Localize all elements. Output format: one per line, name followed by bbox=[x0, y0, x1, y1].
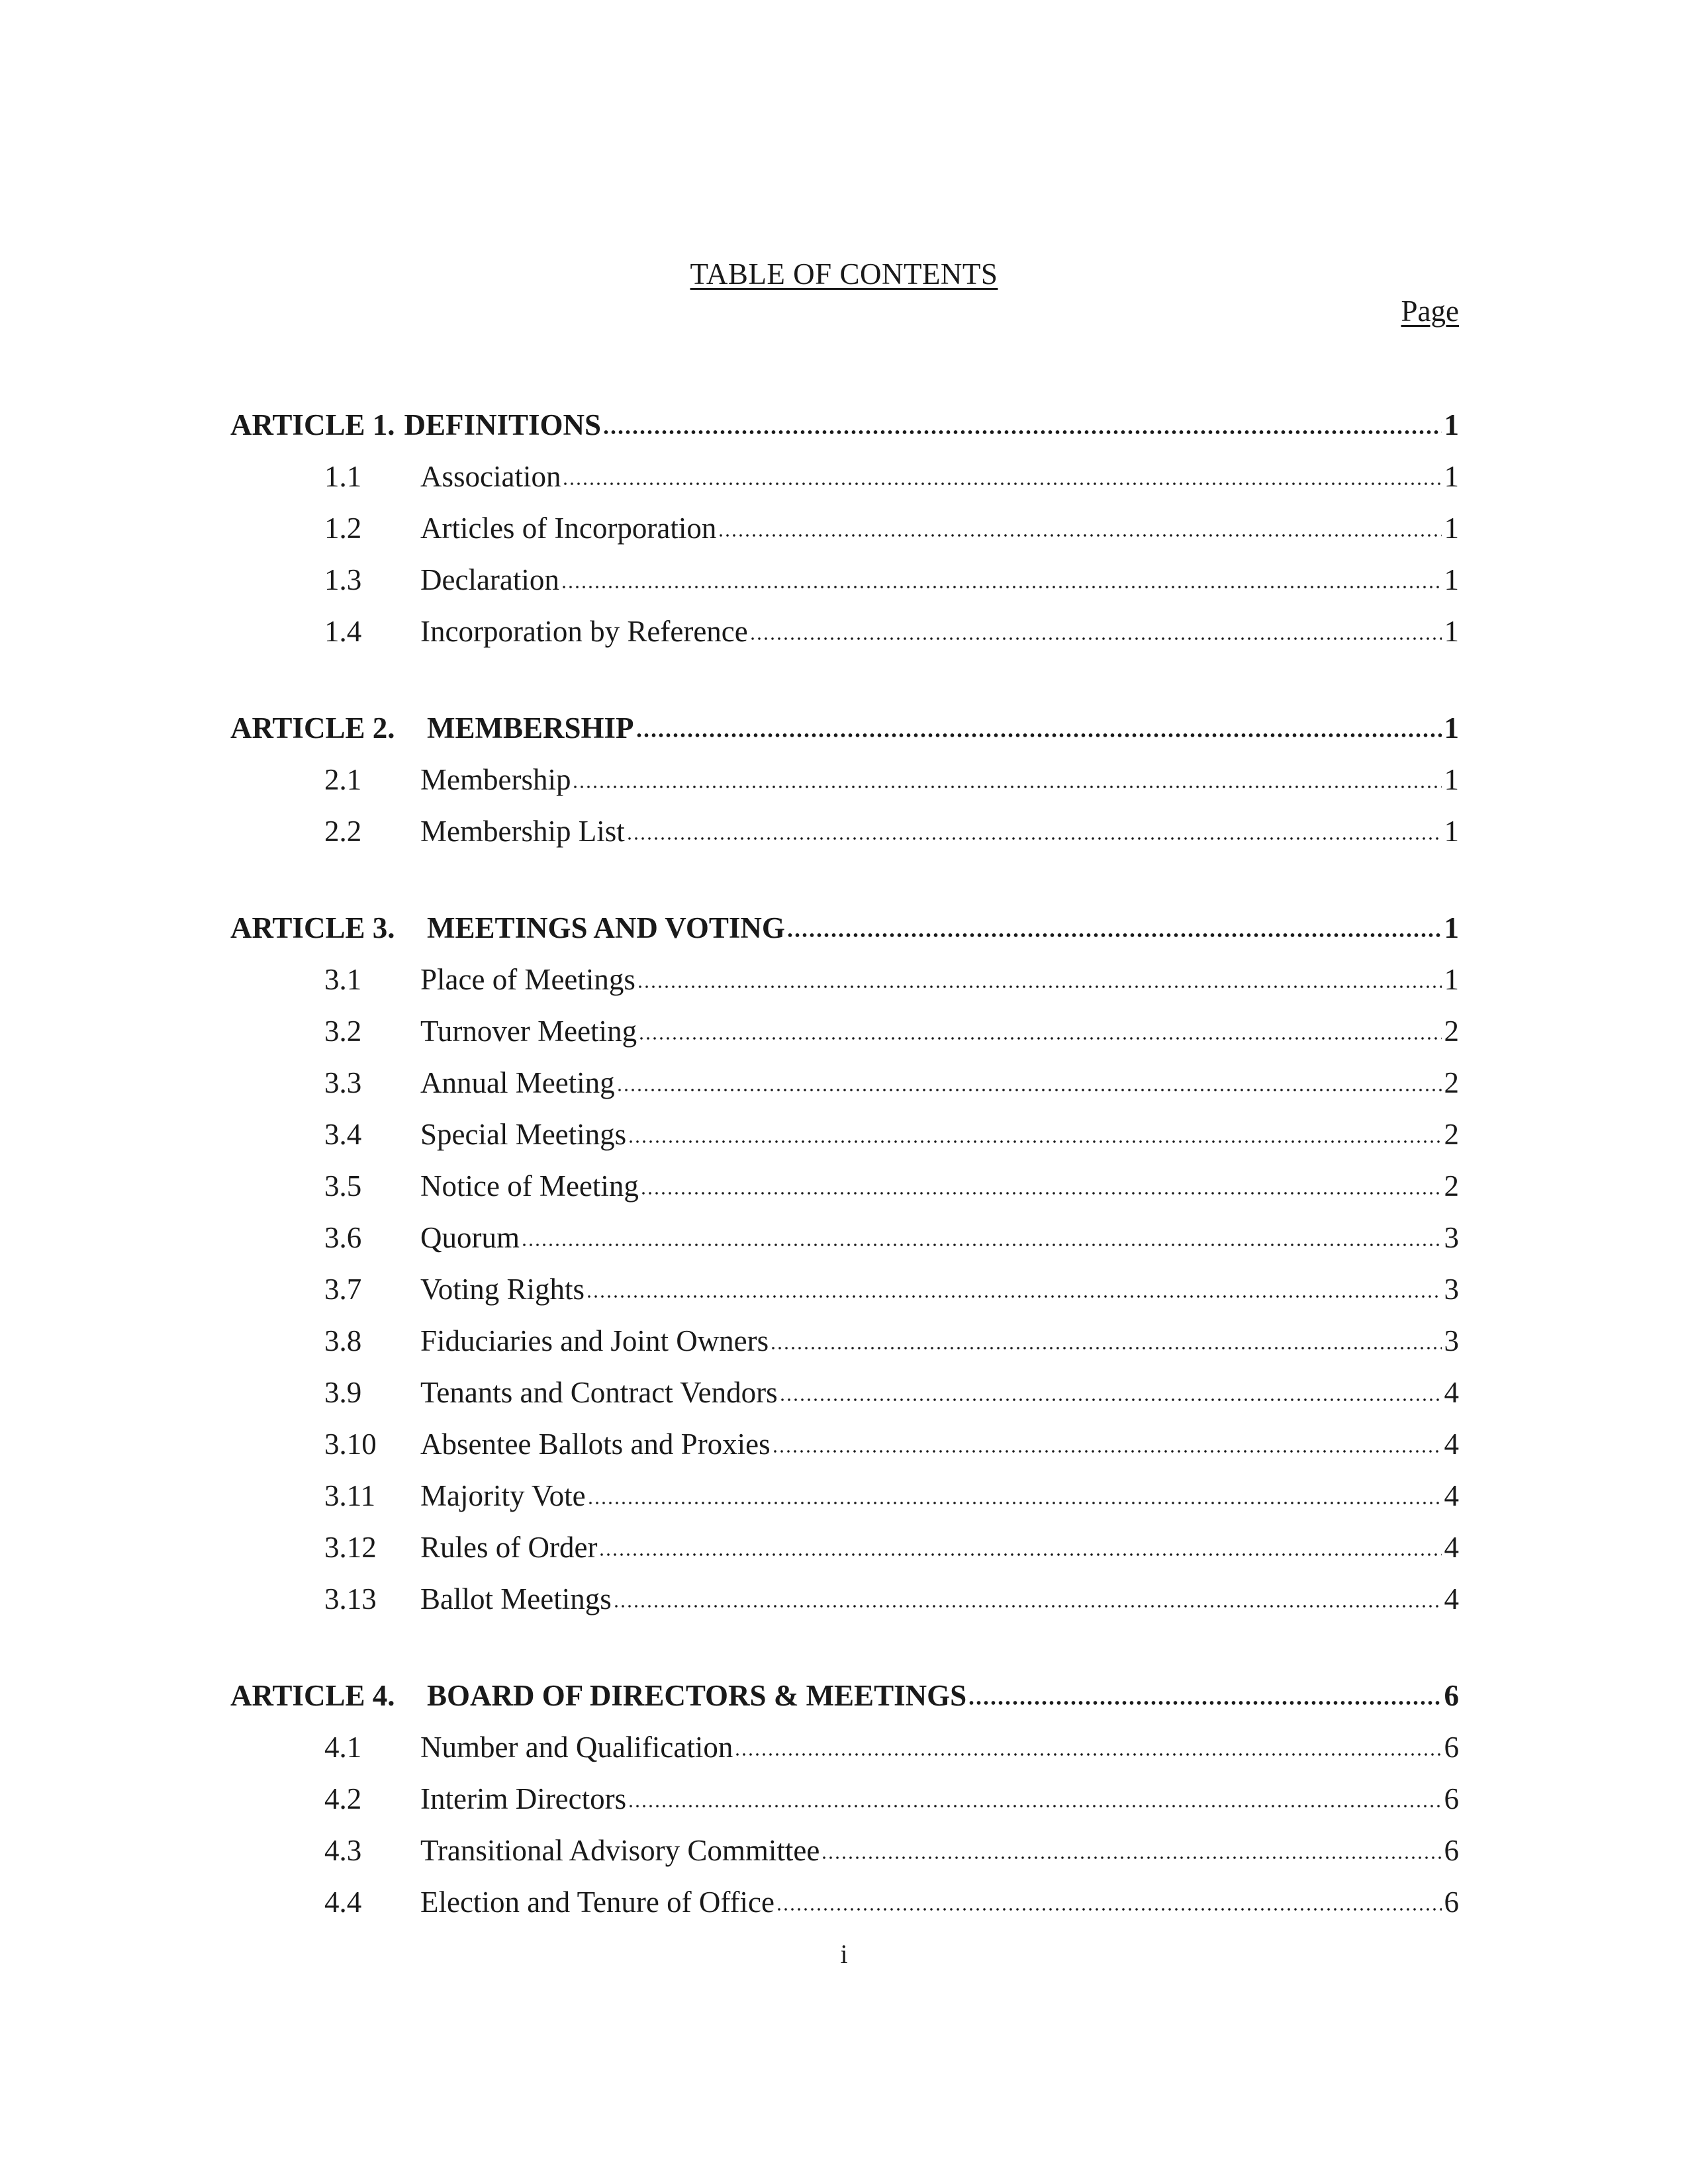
section-page-number: 1 bbox=[1444, 460, 1459, 493]
section-number: 4.2 bbox=[324, 1782, 362, 1815]
article-page-number: 1 bbox=[1444, 408, 1459, 441]
dot-leader bbox=[561, 585, 1442, 589]
article-number: ARTICLE 3. bbox=[230, 911, 395, 944]
section-title: Absentee Ballots and Proxies bbox=[420, 1428, 771, 1461]
section-page-number: 1 bbox=[1444, 815, 1459, 848]
article-title: MEETINGS AND VOTING bbox=[427, 911, 785, 944]
section-title: Rules of Order bbox=[420, 1531, 598, 1564]
section-page-number: 1 bbox=[1444, 763, 1459, 796]
toc-section-row[interactable] bbox=[230, 1565, 1459, 1616]
article-page-number: 6 bbox=[1444, 1679, 1459, 1712]
section-page-number: 4 bbox=[1444, 1531, 1459, 1564]
dot-leader bbox=[718, 533, 1442, 537]
dot-leader bbox=[616, 1088, 1442, 1092]
section-page-number: 4 bbox=[1444, 1479, 1459, 1512]
section-number: 1.2 bbox=[324, 512, 362, 545]
section-page-number: 3 bbox=[1444, 1273, 1459, 1306]
toc-section-row[interactable] bbox=[230, 1461, 1459, 1513]
section-title: Incorporation by Reference bbox=[420, 615, 748, 648]
toc-section-row[interactable] bbox=[230, 1816, 1459, 1868]
section-title: Interim Directors bbox=[420, 1782, 627, 1815]
dot-leader bbox=[635, 733, 1442, 737]
toc-section-row[interactable] bbox=[230, 1868, 1459, 1919]
section-title: Quorum bbox=[420, 1221, 520, 1254]
dot-leader bbox=[598, 1553, 1442, 1557]
section-title: Articles of Incorporation bbox=[420, 512, 717, 545]
dot-leader bbox=[749, 637, 1442, 641]
article-title: MEMBERSHIP bbox=[427, 711, 634, 745]
toc-section-row[interactable] bbox=[230, 797, 1459, 848]
section-title: Majority Vote bbox=[420, 1479, 586, 1512]
section-number: 3.11 bbox=[324, 1479, 376, 1512]
section-page-number: 2 bbox=[1444, 1169, 1459, 1203]
section-number: 3.2 bbox=[324, 1015, 362, 1048]
section-page-number: 6 bbox=[1444, 1886, 1459, 1919]
toc-article-heading[interactable] bbox=[230, 1661, 1459, 1713]
article-page-number: 1 bbox=[1444, 911, 1459, 944]
section-number: 3.8 bbox=[324, 1324, 362, 1357]
section-title: Ballot Meetings bbox=[420, 1582, 612, 1615]
section-title: Election and Tenure of Office bbox=[420, 1886, 774, 1919]
toc-section-row[interactable] bbox=[230, 1152, 1459, 1203]
section-page-number: 2 bbox=[1444, 1066, 1459, 1099]
dot-leader bbox=[772, 1449, 1442, 1453]
toc-section-row[interactable] bbox=[230, 1358, 1459, 1410]
toc-article-heading[interactable] bbox=[230, 893, 1459, 945]
article-number: ARTICLE 4. bbox=[230, 1679, 395, 1712]
section-number: 4.3 bbox=[324, 1834, 362, 1867]
section-number: 3.10 bbox=[324, 1428, 377, 1461]
page-column-label: Page bbox=[1401, 295, 1459, 328]
section-number: 3.6 bbox=[324, 1221, 362, 1254]
dot-leader bbox=[637, 985, 1442, 989]
table-of-contents bbox=[230, 390, 1459, 1964]
dot-leader bbox=[968, 1701, 1442, 1705]
dot-leader bbox=[521, 1243, 1442, 1247]
section-number: 2.1 bbox=[324, 763, 362, 796]
section-number: 4.1 bbox=[324, 1731, 362, 1764]
section-page-number: 1 bbox=[1444, 963, 1459, 996]
section-title: Membership List bbox=[420, 815, 625, 848]
section-page-number: 4 bbox=[1444, 1582, 1459, 1615]
section-title: Notice of Meeting bbox=[420, 1169, 639, 1203]
dot-leader bbox=[586, 1295, 1442, 1298]
section-title: Tenants and Contract Vendors bbox=[420, 1376, 778, 1409]
article-title: DEFINITIONS bbox=[404, 408, 602, 441]
section-page-number: 1 bbox=[1444, 563, 1459, 596]
section-title: Place of Meetings bbox=[420, 963, 635, 996]
section-title: Annual Meeting bbox=[420, 1066, 615, 1099]
toc-section-row[interactable] bbox=[230, 997, 1459, 1048]
section-title: Voting Rights bbox=[420, 1273, 585, 1306]
toc-section-row[interactable] bbox=[230, 494, 1459, 545]
dot-leader bbox=[602, 430, 1442, 434]
dot-leader bbox=[613, 1604, 1442, 1608]
dot-leader bbox=[776, 1907, 1442, 1911]
page-folio: i bbox=[840, 1939, 848, 1969]
dot-leader bbox=[779, 1398, 1442, 1402]
toc-article-2 bbox=[230, 694, 1459, 848]
section-page-number: 6 bbox=[1444, 1782, 1459, 1815]
dot-leader bbox=[821, 1856, 1442, 1860]
section-title: Membership bbox=[420, 763, 571, 796]
dot-leader bbox=[786, 933, 1442, 937]
section-page-number: 2 bbox=[1444, 1118, 1459, 1151]
dot-leader bbox=[640, 1191, 1442, 1195]
section-number: 3.12 bbox=[324, 1531, 377, 1564]
section-title: Transitional Advisory Committee bbox=[420, 1834, 820, 1867]
toc-section-row[interactable] bbox=[230, 1048, 1459, 1100]
toc-section-row[interactable] bbox=[230, 1713, 1459, 1764]
toc-section-row[interactable] bbox=[230, 1255, 1459, 1306]
section-page-number: 3 bbox=[1444, 1221, 1459, 1254]
toc-section-row[interactable] bbox=[230, 1203, 1459, 1255]
page-title: TABLE OF CONTENTS bbox=[690, 257, 998, 291]
toc-section-row[interactable] bbox=[230, 545, 1459, 597]
section-title: Number and Qualification bbox=[420, 1731, 733, 1764]
section-number: 4.4 bbox=[324, 1886, 362, 1919]
section-number: 3.7 bbox=[324, 1273, 362, 1306]
toc-section-row[interactable] bbox=[230, 1410, 1459, 1461]
dot-leader bbox=[770, 1346, 1442, 1350]
section-number: 3.1 bbox=[324, 963, 362, 996]
section-number: 1.3 bbox=[324, 563, 362, 596]
section-number: 3.5 bbox=[324, 1169, 362, 1203]
toc-article-4 bbox=[230, 1661, 1459, 1919]
section-number: 1.4 bbox=[324, 615, 362, 648]
dot-leader bbox=[638, 1036, 1442, 1040]
toc-section-row[interactable] bbox=[230, 597, 1459, 649]
section-title: Special Meetings bbox=[420, 1118, 627, 1151]
section-page-number: 6 bbox=[1444, 1731, 1459, 1764]
article-page-number: 1 bbox=[1444, 711, 1459, 745]
toc-section-row[interactable] bbox=[230, 1100, 1459, 1152]
dot-leader bbox=[628, 1804, 1442, 1808]
section-number: 3.3 bbox=[324, 1066, 362, 1099]
toc-article-heading[interactable] bbox=[230, 390, 1459, 442]
toc-section-row[interactable] bbox=[230, 1513, 1459, 1565]
dot-leader bbox=[734, 1752, 1442, 1756]
article-title: BOARD OF DIRECTORS & MEETINGS bbox=[427, 1679, 967, 1712]
toc-section-row[interactable] bbox=[230, 1306, 1459, 1358]
toc-section-row[interactable] bbox=[230, 945, 1459, 997]
section-number: 2.2 bbox=[324, 815, 362, 848]
section-title: Declaration bbox=[420, 563, 559, 596]
section-title: Association bbox=[420, 460, 561, 493]
toc-article-1 bbox=[230, 390, 1459, 649]
toc-section-row[interactable] bbox=[230, 1764, 1459, 1816]
dot-leader bbox=[587, 1501, 1442, 1505]
article-number: ARTICLE 2. bbox=[230, 711, 395, 745]
dot-leader bbox=[628, 1140, 1442, 1144]
section-page-number: 6 bbox=[1444, 1834, 1459, 1867]
toc-article-3 bbox=[230, 893, 1459, 1616]
section-page-number: 2 bbox=[1444, 1015, 1459, 1048]
section-number: 3.4 bbox=[324, 1118, 362, 1151]
toc-article-heading[interactable] bbox=[230, 694, 1459, 745]
toc-section-row[interactable] bbox=[230, 442, 1459, 494]
section-page-number: 1 bbox=[1444, 512, 1459, 545]
section-page-number: 3 bbox=[1444, 1324, 1459, 1357]
section-number: 3.13 bbox=[324, 1582, 377, 1615]
section-title: Turnover Meeting bbox=[420, 1015, 637, 1048]
dot-leader bbox=[626, 837, 1442, 841]
section-number: 3.9 bbox=[324, 1376, 362, 1409]
article-number: ARTICLE 1. bbox=[230, 408, 395, 441]
section-page-number: 4 bbox=[1444, 1376, 1459, 1409]
section-number: 1.1 bbox=[324, 460, 362, 493]
section-title: Fiduciaries and Joint Owners bbox=[420, 1324, 769, 1357]
section-page-number: 1 bbox=[1444, 615, 1459, 648]
dot-leader bbox=[562, 482, 1442, 486]
section-page-number: 4 bbox=[1444, 1428, 1459, 1461]
toc-section-row[interactable] bbox=[230, 745, 1459, 797]
dot-leader bbox=[572, 785, 1442, 789]
